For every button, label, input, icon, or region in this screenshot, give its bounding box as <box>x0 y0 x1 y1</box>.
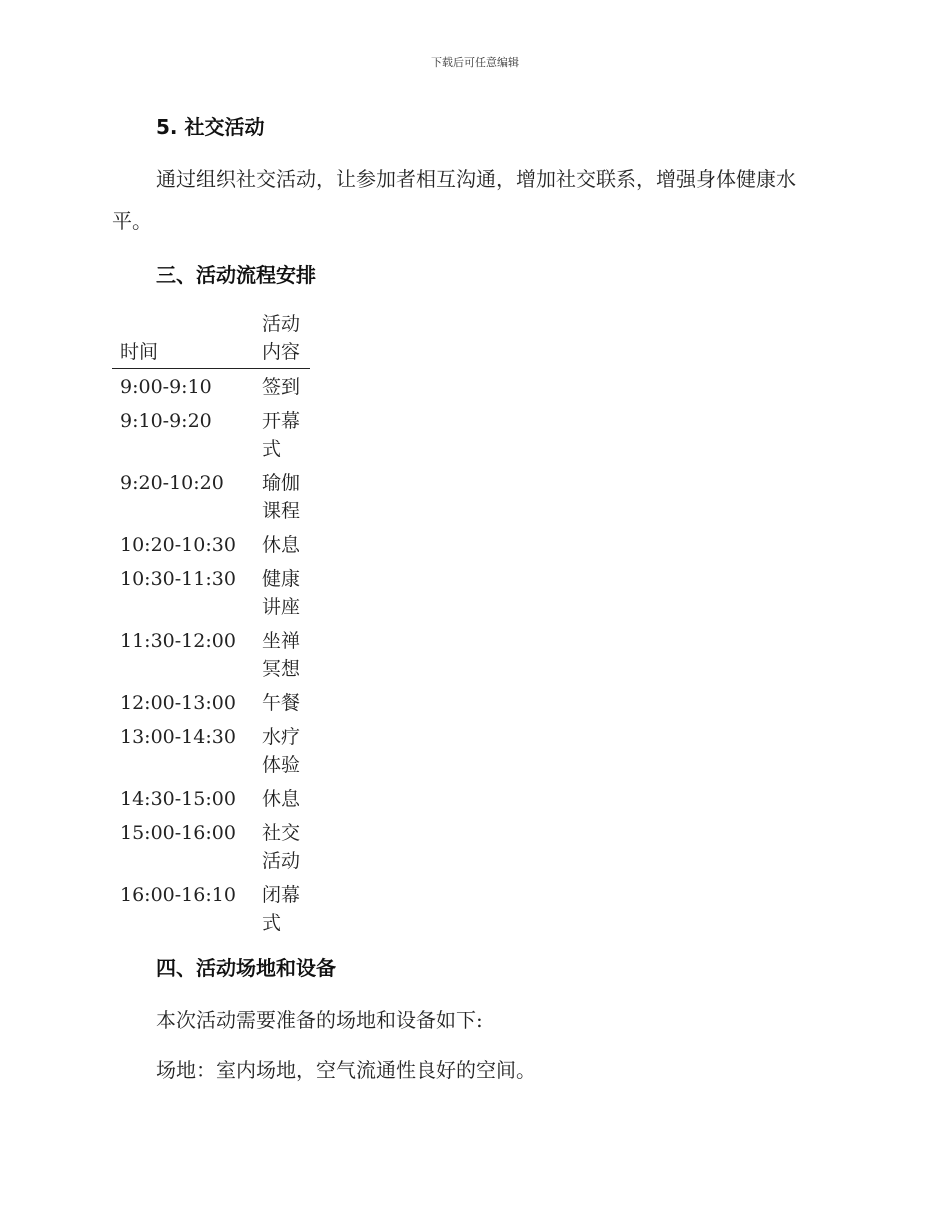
row-activity: 休息 <box>261 788 300 810</box>
header-note: 下载后可任意编辑 <box>431 56 519 69</box>
table-row <box>112 719 310 781</box>
column-header-activity: 活动内容 <box>254 310 310 369</box>
section-heading-social-activity: 5. 社交活动 <box>156 115 265 139</box>
row-time: 13:00-14:30 <box>120 726 236 748</box>
row-time: 14:30-15:00 <box>120 788 236 810</box>
row-time: 16:00-16:10 <box>120 884 236 906</box>
row-activity: 社交活动 <box>261 822 300 872</box>
row-activity: 坐禅冥想 <box>261 630 300 680</box>
table-row <box>112 877 310 939</box>
row-activity: 闭幕式 <box>261 884 300 934</box>
row-time: 10:20-10:30 <box>120 534 236 556</box>
row-time: 10:30-11:30 <box>120 568 236 590</box>
row-activity: 瑜伽课程 <box>261 472 300 522</box>
row-time: 9:00-9:10 <box>120 376 212 398</box>
paragraph-venue-intro: 本次活动需要准备的场地和设备如下: <box>156 1008 483 1032</box>
row-activity: 水疗体验 <box>261 726 300 776</box>
table-row <box>112 561 310 623</box>
row-time: 11:30-12:00 <box>120 630 236 652</box>
table-row <box>112 685 310 719</box>
row-time: 15:00-16:00 <box>120 822 236 844</box>
row-activity: 开幕式 <box>261 410 300 460</box>
table-row <box>112 403 310 465</box>
document-body <box>112 110 832 1091</box>
table-row <box>112 781 310 815</box>
table-row <box>112 815 310 877</box>
table-row <box>112 527 310 561</box>
row-activity: 健康讲座 <box>261 568 300 618</box>
section-heading-venue-equipment: 四、活动场地和设备 <box>156 956 336 980</box>
row-activity: 休息 <box>261 534 300 556</box>
schedule-header-row <box>112 310 310 369</box>
row-time: 12:00-13:00 <box>120 692 236 714</box>
row-time: 9:10-9:20 <box>120 410 212 432</box>
section-heading-schedule: 三、活动流程安排 <box>156 263 316 287</box>
paragraph-venue: 场地：室内场地，空气流通性良好的空间。 <box>156 1058 536 1082</box>
row-time: 9:20-10:20 <box>120 472 224 494</box>
table-row <box>112 623 310 685</box>
paragraph-social-activity: 通过组织社交活动，让参加者相互沟通，增加社交联系，增强身体健康水平。 <box>112 167 796 233</box>
table-row <box>112 465 310 527</box>
row-activity: 签到 <box>261 376 300 398</box>
row-activity: 午餐 <box>261 692 300 714</box>
schedule-table <box>112 310 310 939</box>
table-row <box>112 369 310 404</box>
column-header-time: 时间 <box>112 310 254 369</box>
